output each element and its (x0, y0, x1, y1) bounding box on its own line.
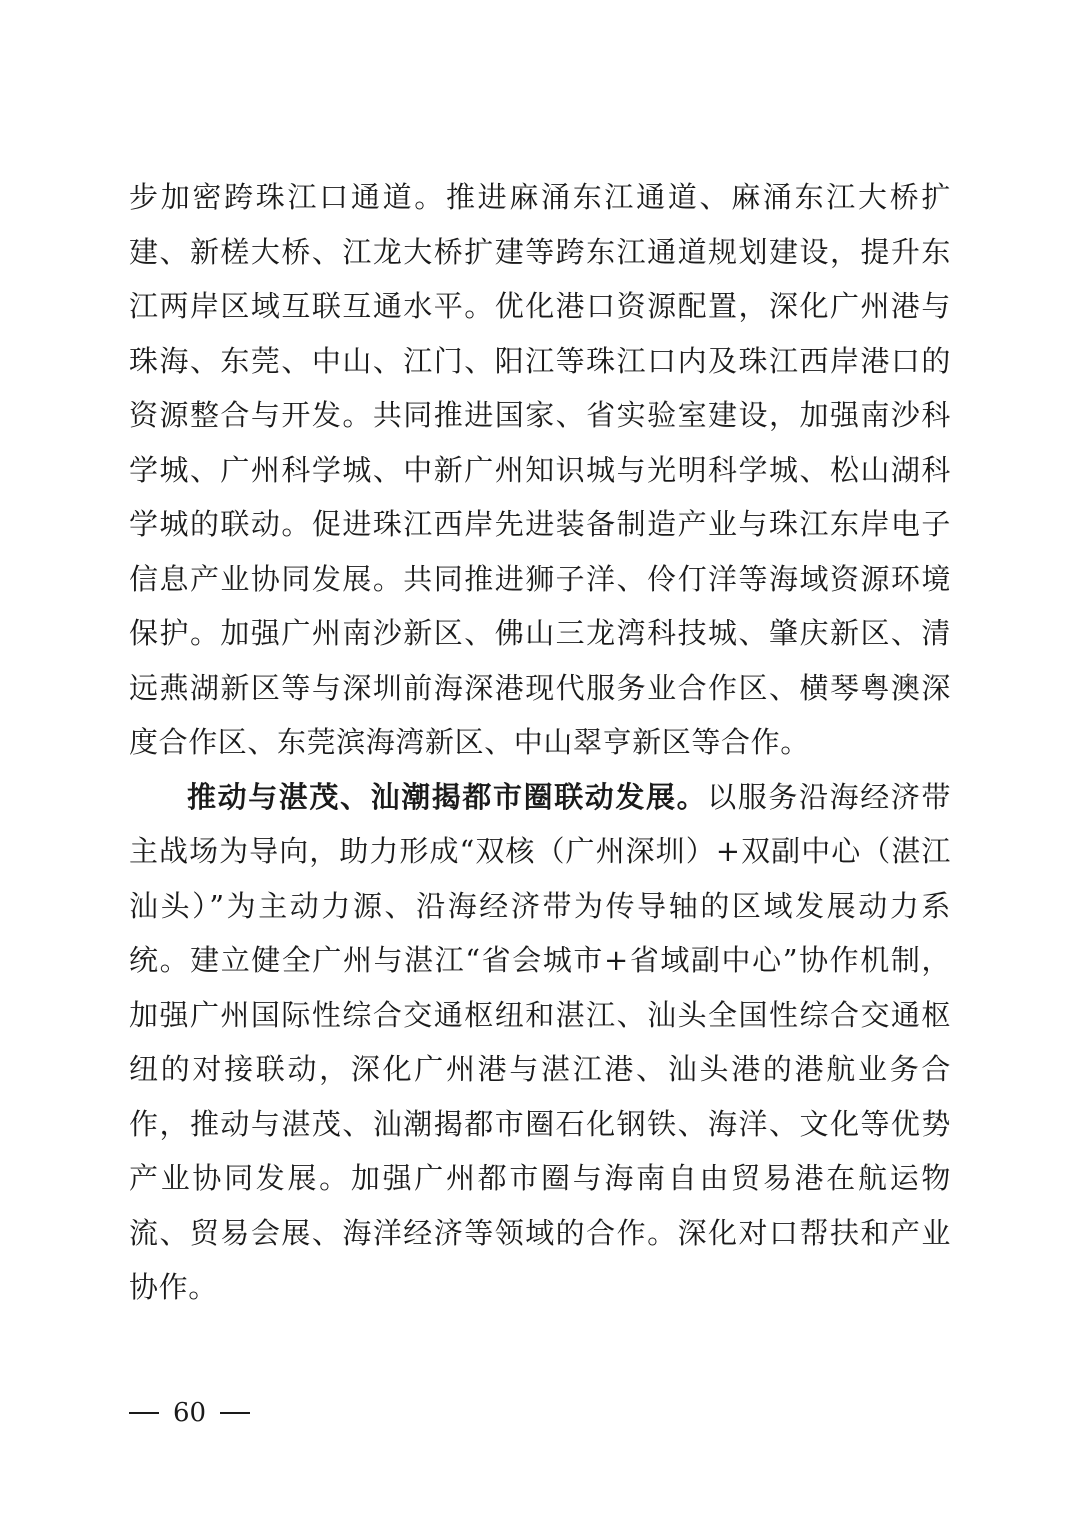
paragraph-body: 以服务沿海经济带主战场为导向，助力形成“双核（广州深圳）+双副中心（湛江汕头）”为主动力源、沿海经济带为传导轴的区域发展动力系统。建立健全广州与湛江“省会城市+省域副中心”协作机制，加强广州国际性综合交通枢纽和湛江、汕头全国性综合交通枢纽的对接联动，深化广州港与湛江港、汕头港的港航业务合作，推动与湛茂、汕潮揭都市圈石化钢铁、海洋、文化等优势产业协同发展。加强广州都市圈与海南自由贸易港在航运物流、贸易会展、海洋经济等领域的合作。深化对口帮扶和产业协作。 (129, 779, 951, 1304)
right-dash (220, 1412, 250, 1414)
paragraph-heading: 推动与湛茂、汕潮揭都市圈联动发展。 (187, 779, 708, 814)
page-footer (129, 1398, 250, 1428)
paragraph-coastal-linkage (129, 770, 951, 1315)
paragraph-continued: 步加密跨珠江口通道。推进麻涌东江通道、麻涌东江大桥扩建、新槎大桥、江龙大桥扩建等跨东江通道规划建设，提升东江两岸区域互联互通水平。优化港口资源配置，深化广州港与珠海、东莞、中山、江门、阳江等珠江口内及珠江西岸港口的资源整合与开发。共同推进国家、省实验室建设，加强南沙科学城、广州科学城、中新广州知识城与光明科学城、松山湖科学城的联动。促进珠江西岸先进装备制造产业与珠江东岸电子信息产业协同发展。共同推进狮子洋、伶仃洋等海域资源环境保护。加强广州南沙新区、佛山三龙湾科技城、肇庆新区、清远燕湖新区等与深圳前海深港现代服务业合作区、横琴粤澳深度合作区、东莞滨海湾新区、中山翠亨新区等合作。 (129, 180, 951, 759)
body-text (129, 170, 951, 1315)
page-number: 60 (173, 1398, 207, 1428)
left-dash (129, 1412, 159, 1414)
